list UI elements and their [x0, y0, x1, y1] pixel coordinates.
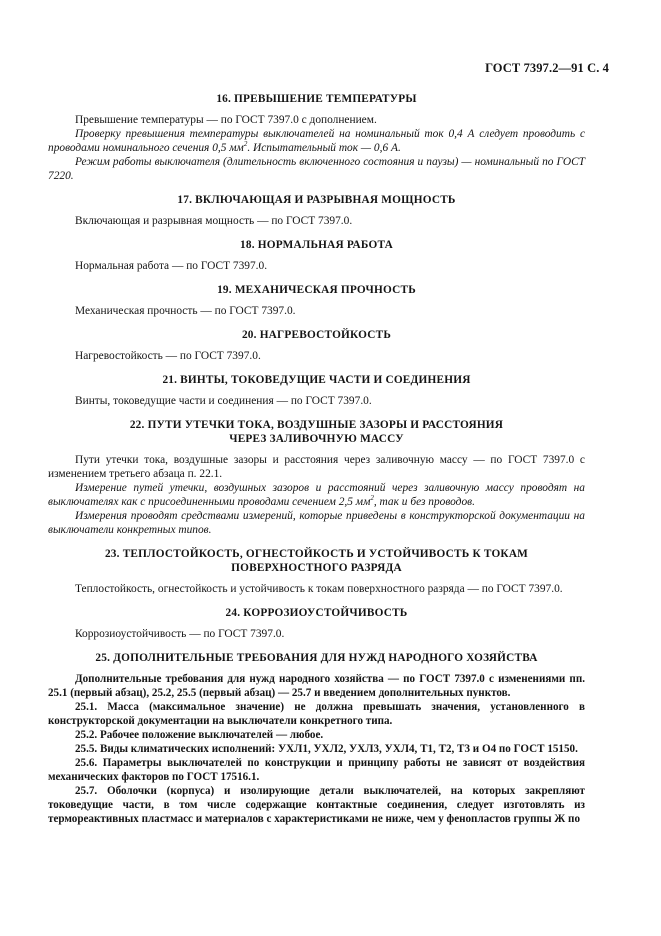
- section-title: 16. ПРЕВЫШЕНИЕ ТЕМПЕРАТУРЫ: [216, 93, 417, 105]
- text: Измерение путей утечки, воздушных зазоров и расстояний через заливочную массу проводят на выключателях как с присоединенными проводами сечением 2,5 мм: [48, 482, 585, 508]
- section-21: [48, 373, 585, 408]
- section-title-line-2: ПОВЕРХНОСТНОГО РАЗРЯДА: [231, 562, 402, 574]
- section-title-line-2: ЧЕРЕЗ ЗАЛИВОЧНУЮ МАССУ: [229, 433, 404, 445]
- section-23: [48, 547, 585, 596]
- section-title: 24. КОРРОЗИОУСТОЙЧИВОСТЬ: [225, 607, 408, 619]
- section-title: 17. ВКЛЮЧАЮЩАЯ И РАЗРЫВНАЯ МОЩНОСТЬ: [177, 194, 456, 206]
- paragraph: Нагревостойкость — по ГОСТ 7397.0.: [75, 350, 261, 362]
- section-17: [48, 193, 585, 228]
- paragraph: Винты, токоведущие части и соединения — по ГОСТ 7397.0.: [75, 395, 372, 407]
- page-header: ГОСТ 7397.2—91 С. 4: [485, 61, 609, 75]
- section-18: [48, 238, 585, 273]
- paragraph-bold: 25.6. Параметры выключателей по конструкции и принципу работы не зависят от воздействия механических факторов по ГОСТ 17516.1.: [48, 757, 585, 783]
- paragraph: Включающая и разрывная мощность — по ГОСТ 7397.0.: [75, 215, 353, 227]
- paragraph: Теплостойкость, огнестойкость и устойчивость к токам поверхностного разряда — по ГОСТ 7397.0.: [75, 583, 563, 595]
- paragraph: Превышение температуры — по ГОСТ 7397.0 с дополнением.: [75, 114, 377, 126]
- paragraph: Коррозиоустойчивость — по ГОСТ 7397.0.: [75, 628, 285, 640]
- section-16: [48, 92, 585, 183]
- paragraph-italic: Режим работы выключателя (длительность включенного состояния и паузы) — номинальный по ГОСТ 7220.: [48, 156, 585, 182]
- superscript: 2: [370, 494, 374, 503]
- section-title: 20. НАГРЕВОСТОЙКОСТЬ: [241, 329, 392, 341]
- paragraph: Механическая прочность — по ГОСТ 7397.0.: [75, 305, 296, 317]
- paragraph: Нормальная работа — по ГОСТ 7397.0.: [75, 260, 268, 272]
- text: . Испытательный ток — 0,6 А.: [247, 142, 401, 154]
- superscript: 2: [243, 140, 248, 149]
- document-body: [48, 92, 585, 836]
- paragraph-italic: Измерения проводят средствами измерений, которые приведены в конструкторской документации на выключатели конкретных типов.: [48, 510, 585, 536]
- paragraph-bold: 25.2. Рабочее положение выключателей — любое.: [75, 729, 324, 741]
- paragraph-italic: [48, 127, 585, 155]
- section-title: 19. МЕХАНИЧЕСКАЯ ПРОЧНОСТЬ: [217, 284, 416, 296]
- paragraph: Пути утечки тока, воздушные зазоры и расстояния через заливочную массу — по ГОСТ 7397.0 с изменением третьего абзаца п. 22.1.: [48, 454, 585, 480]
- section-25: [48, 651, 585, 826]
- text: , так и без проводов.: [373, 496, 475, 508]
- text: Проверку превышения температуры выключателей на номинальный ток 0,4 А следует проводить с проводами номинального сечения 0,5 мм: [48, 128, 585, 154]
- section-20: [48, 328, 585, 363]
- paragraph-bold: Дополнительные требования для нужд народного хозяйства — по ГОСТ 7397.0 с изменениями пп. 25.1 (первый абзац), 25.2, 25.5 (первый абзац) — 25.7 и введением дополнительных пунктов.: [48, 673, 585, 699]
- section-22: [48, 418, 585, 537]
- section-title: 21. ВИНТЫ, ТОКОВЕДУЩИЕ ЧАСТИ И СОЕДИНЕНИЯ: [162, 374, 471, 386]
- paragraph-italic: [48, 481, 585, 509]
- paragraph-bold: 25.1. Масса (максимальное значение) не должна превышать значения, установленного в конструкторской документации на выключатели конкретного типа.: [48, 701, 585, 727]
- paragraph-bold: 25.5. Виды климатических исполнений: УХЛ1, УХЛ2, УХЛ3, УХЛ4, Т1, Т2, Т3 и О4 по ГОСТ 15150.: [75, 743, 578, 755]
- paragraph-bold: 25.7. Оболочки (корпуса) и изолирующие детали выключателей, на которых закрепляют токоведущие части, в том числе содержащие контактные соединения, следует изготовлять из термореактивных пластмасс и материалов с характеристиками не ниже, чем у фенопластов группы Ж по: [48, 785, 585, 825]
- section-title: 25. ДОПОЛНИТЕЛЬНЫЕ ТРЕБОВАНИЯ ДЛЯ НУЖД НАРОДНОГО ХОЗЯЙСТВА: [95, 652, 538, 664]
- section-24: [48, 606, 585, 641]
- section-title-line-1: 22. ПУТИ УТЕЧКИ ТОКА, ВОЗДУШНЫЕ ЗАЗОРЫ И РАССТОЯНИЯ: [129, 419, 504, 431]
- section-19: [48, 283, 585, 318]
- section-title: 18. НОРМАЛЬНАЯ РАБОТА: [240, 239, 393, 251]
- section-title-line-1: 23. ТЕПЛОСТОЙКОСТЬ, ОГНЕСТОЙКОСТЬ И УСТОЙЧИВОСТЬ К ТОКАМ: [104, 548, 529, 560]
